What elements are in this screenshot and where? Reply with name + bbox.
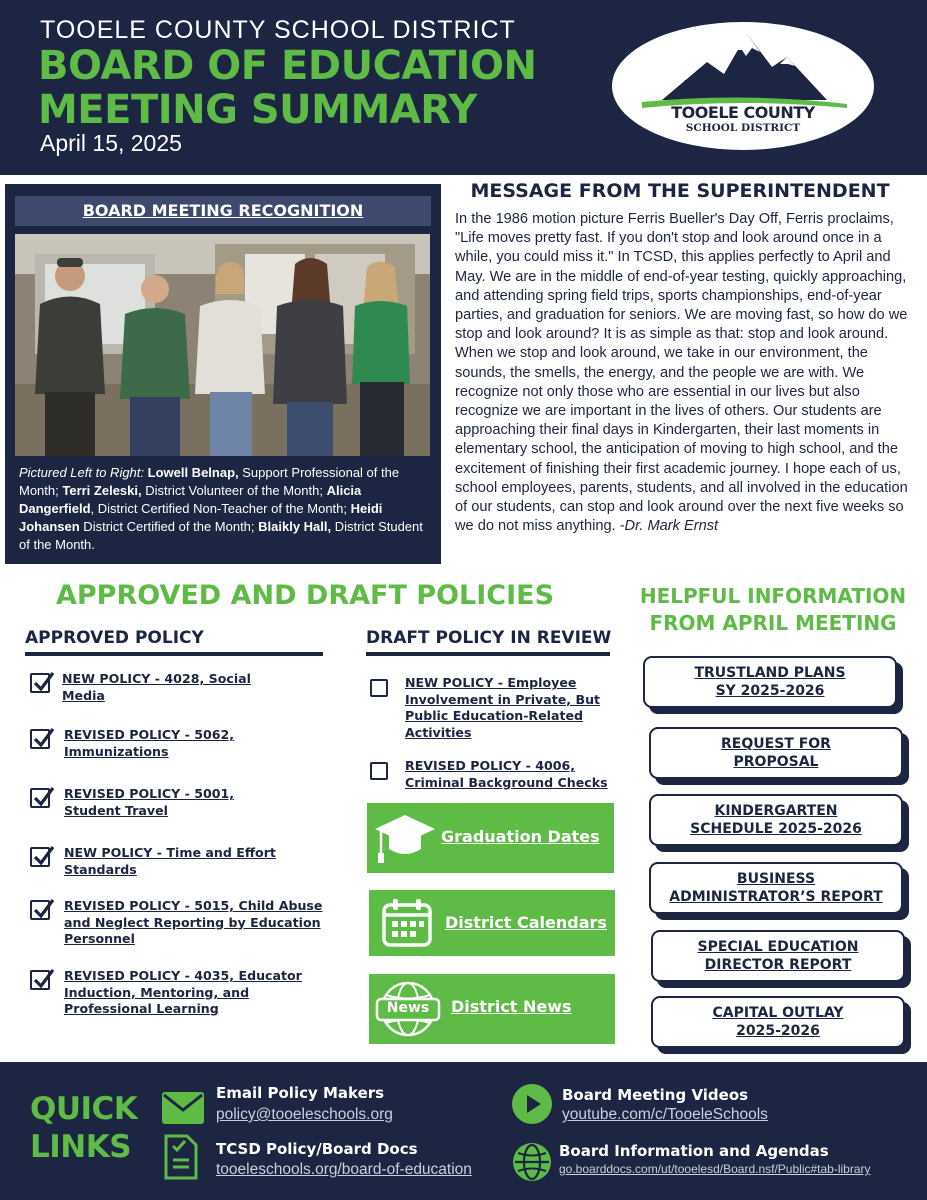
caption-name-1: Lowell Belnap, <box>147 465 239 480</box>
superintendent-signature: -Dr. Mark Ernst <box>615 518 719 535</box>
header <box>0 0 927 175</box>
unchecked-box-icon <box>370 679 388 697</box>
draft-policy-item[interactable] <box>370 675 600 741</box>
district-calendars-button[interactable] <box>369 890 615 956</box>
draft-policy-link[interactable]: REVISED POLICY - 4006, Criminal Background Checks <box>405 758 608 790</box>
approved-policy-link[interactable]: REVISED POLICY - 5062, Immunizations <box>64 727 235 759</box>
approved-policy-heading: APPROVED POLICY <box>25 628 204 648</box>
email-icon <box>162 1092 204 1124</box>
meeting-date: April 15, 2025 <box>40 130 182 156</box>
checked-box-icon <box>30 900 50 920</box>
checked-box-icon <box>30 847 50 867</box>
policies-title: APPROVED AND DRAFT POLICIES <box>55 580 555 611</box>
calendar-icon <box>381 897 433 949</box>
recognition-panel <box>5 184 441 564</box>
approved-policy-link[interactable]: NEW POLICY - Time and Effort Standards <box>64 845 276 877</box>
helpful-info-title-line1: HELPFUL INFORMATION <box>639 584 907 608</box>
district-news-button[interactable] <box>369 974 615 1044</box>
caption-role-2: District Volunteer of the Month; <box>141 483 327 498</box>
logo-tagline: Education Elevated <box>683 78 803 91</box>
globe-icon <box>512 1142 552 1182</box>
page-title <box>38 44 536 132</box>
graduation-dates-button[interactable] <box>367 803 614 873</box>
draft-policy-rule <box>366 652 610 656</box>
policy-board-docs-link[interactable]: tooeleschools.org/board-of-education <box>216 1161 472 1178</box>
checked-box-icon <box>30 729 50 749</box>
trustland-plans-button[interactable]: TRUSTLAND PLANS SY 2025-2026 <box>643 656 897 708</box>
document-check-icon <box>163 1134 199 1180</box>
email-policy-link[interactable]: policy@tooeleschools.org <box>216 1106 393 1123</box>
graduation-cap-icon <box>373 811 437 867</box>
footer-quick-links <box>0 1062 927 1200</box>
news-icon-text: News <box>386 1000 430 1016</box>
district-name: TOOELE COUNTY SCHOOL DISTRICT <box>40 16 516 44</box>
approved-policy-link[interactable]: NEW POLICY - 4028, Social Media <box>62 671 251 703</box>
board-meeting-videos-link[interactable]: youtube.com/c/TooeleSchools <box>562 1106 768 1123</box>
approved-policy-rule <box>25 652 323 656</box>
logo-name: TOOELE COUNTY <box>671 103 815 122</box>
page-title-line1: BOARD OF EDUCATION <box>38 43 537 89</box>
special-education-report-button[interactable]: SPECIAL EDUCATION DIRECTOR REPORT <box>651 930 905 982</box>
superintendent-body: In the 1986 motion picture Ferris Bueller's Day Off, Ferris proclaims, "Life moves pretty fast. If you don't stop and look around once in a while, you could miss it." In TCSD, this applies perfectly to April and May. We are in the middle of end-of-year testing, quickly approaching, and attending spring field trips, sports championships, end-of-year parties, and graduation for seniors. We are moving fast, so how do we stop and look around? It is as simple as that: stop and look around. When we stop and look around, we take in our environment, the sounds, the smells, the energy, and the people we are with. We recognize not only those who are essential in our lives but also recognize we are important in the lives of others. Our students are approaching their final days in Kindergarten, their last moments in elementary school, the anticipation of moving to high school, and the excitement of finishing their first academic journey. I hope each of us, school employees, parents, students, and all involved in the education of our students, can stop and look around over the next five weeks so we do not miss anything. <box>455 211 908 535</box>
caption-name-5: Blaikly Hall, <box>258 519 332 534</box>
district-calendars-label: District Calendars <box>445 913 607 932</box>
district-logo <box>612 22 874 150</box>
board-info-agendas-link[interactable]: go.boarddocs.com/ut/tooelesd/Board.nsf/Public#tab-library <box>559 1162 871 1176</box>
page-title-line2: MEETING SUMMARY <box>38 87 477 133</box>
board-info-agendas-title: Board Information and Agendas <box>559 1142 829 1160</box>
caption-name-3: Alicia Dangerfield <box>19 483 362 516</box>
caption-role-1: Support Professional of the Month; <box>19 465 400 498</box>
approved-policy-item[interactable] <box>30 968 302 1018</box>
play-video-icon <box>512 1084 552 1124</box>
checked-box-icon <box>30 673 50 693</box>
district-news-label: District News <box>451 997 572 1016</box>
kindergarten-schedule-button[interactable]: KINDERGARTEN SCHEDULE 2025-2026 <box>649 794 903 846</box>
draft-policy-link[interactable]: NEW POLICY - Employee Involvement in Private, But Public Education-Related Activities <box>405 675 601 740</box>
board-meeting-videos-title: Board Meeting Videos <box>562 1086 749 1104</box>
approved-policy-link[interactable]: REVISED POLICY - 5015, Child Abuse and Neglect Reporting by Education Personnel <box>64 898 323 946</box>
recognition-photo <box>15 234 430 456</box>
unchecked-box-icon <box>370 762 388 780</box>
caption-role-3: , District Certified Non-Teacher of the Month; <box>90 501 351 516</box>
superintendent-title: MESSAGE FROM THE SUPERINTENDENT <box>470 180 890 202</box>
policy-board-docs-title: TCSD Policy/Board Docs <box>216 1140 418 1158</box>
caption-intro: Pictured Left to Right: <box>19 465 148 480</box>
approved-policy-item[interactable] <box>30 898 322 948</box>
checked-box-icon <box>30 970 50 990</box>
caption-role-4: District Certified of the Month; <box>79 519 259 534</box>
helpful-info-title-line2: FROM APRIL MEETING <box>649 611 897 635</box>
checked-box-icon <box>30 788 50 808</box>
logo-subtitle: SCHOOL DISTRICT <box>685 122 801 134</box>
email-policy-makers-title: Email Policy Makers <box>216 1084 385 1102</box>
approved-policy-item[interactable] <box>30 786 234 819</box>
caption-name-2: Terri Zeleski, <box>62 483 142 498</box>
approved-policy-link[interactable]: REVISED POLICY - 5001, Student Travel <box>64 786 235 818</box>
quick-links-heading: QUICK LINKS <box>30 1091 138 1165</box>
caption-name-4: Heidi Johansen <box>19 501 383 534</box>
recognition-caption <box>19 464 431 554</box>
approved-policy-link[interactable]: REVISED POLICY - 4035, Educator Induction, Mentoring, and Professional Learning <box>64 968 302 1016</box>
graduation-dates-label: Graduation Dates <box>441 827 600 846</box>
business-administrator-report-button[interactable]: BUSINESS ADMINISTRATOR’S REPORT <box>649 862 903 914</box>
request-for-proposal-button[interactable]: REQUEST FOR PROPOSAL <box>649 727 903 779</box>
caption-role-5: District Student of the Month. <box>19 519 423 552</box>
superintendent-message <box>455 210 915 536</box>
capital-outlay-button[interactable]: CAPITAL OUTLAY 2025-2026 <box>651 996 905 1048</box>
draft-policy-item[interactable] <box>370 758 608 791</box>
recognition-banner: BOARD MEETING RECOGNITION <box>15 196 431 226</box>
approved-policy-item[interactable] <box>30 671 251 704</box>
helpful-info-title <box>628 583 918 637</box>
approved-policy-item[interactable] <box>30 727 234 760</box>
approved-policy-item[interactable] <box>30 845 276 878</box>
draft-policy-heading: DRAFT POLICY IN REVIEW <box>366 628 612 648</box>
